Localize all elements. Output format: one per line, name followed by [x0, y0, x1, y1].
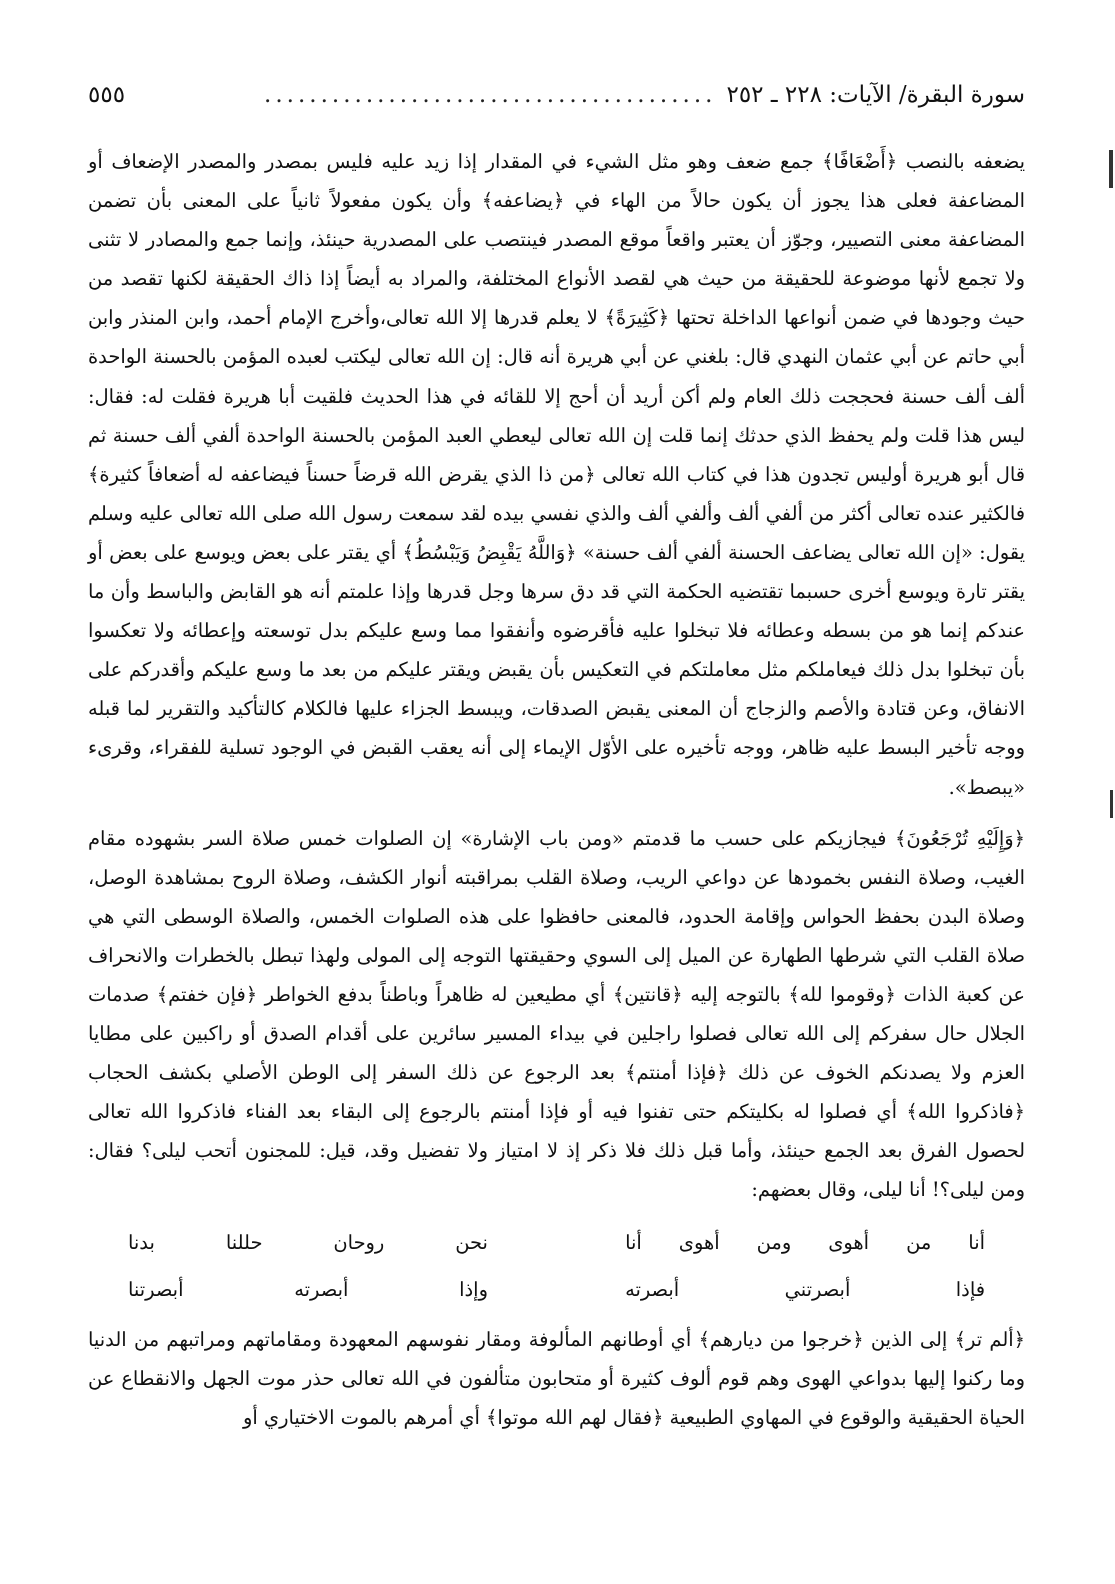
- leader-dots: ........................................: [264, 82, 717, 108]
- poem-verse: [128, 1220, 985, 1267]
- running-header: [88, 82, 1025, 126]
- scan-edge-mark: [1109, 150, 1113, 188]
- poem-verse: [128, 1267, 985, 1314]
- verse-first-hemistich: أنا من أهوى ومن أهوى أنا: [625, 1231, 985, 1255]
- paragraph: يضعفه بالنصب ﴿أَضْعَافًا﴾ جمع ضعف وهو مثل الشيء في المقدار إذا زيد عليه فليس بمصدر والمصدر الإضعاف أو المضاعفة فعلى هذا يجوز أن يكون حالاً من الهاء في ﴿يضاعفه﴾ وأن يكون مفعولاً ثانياً على المعنى بأن تضمن المضاعفة معنى التصيير، وجوّز أن يعتبر واقعاً موقع المصدر فينتصب على المصدرية حينئذ، وإنما جمع والمصادر لا تثنى ولا تجمع لأنها موضوعة للحقيقة من حيث هي لقصد الأنواع المختلفة، والمراد به أيضاً إذا ذاك الحقيقة لكنها تقصد من حيث وجودها في ضمن أنواعها الداخلة تحتها ﴿كَثِيرَةً﴾ لا يعلم قدرها إلا الله تعالى،وأخرج الإمام أحمد، وابن المنذر وابن أبي حاتم عن أبي عثمان النهدي قال: بلغني عن أبي هريرة أنه قال: إن الله تعالى ليكتب لعبده المؤمن بالحسنة الواحدة ألف ألف حسنة فحججت ذلك العام ولم أكن أريد أن أحج إلا للقائه في هذا الحديث فلقيت أبا هريرة فقلت له: فقال: ليس هذا قلت ولم يحفظ الذي حدثك إنما قلت إن الله تعالى ليعطي العبد المؤمن بالحسنة الواحدة ألفي ألف حسنة ثم قال أبو هريرة أوليس تجدون هذا في كتاب الله تعالى ﴿من ذا الذي يقرض الله قرضاً حسناً فيضاعفه له أضعافاً كثيرة﴾ فالكثير عنده تعالى أكثر من ألفي ألف وألفي ألف والذي نفسي بيده لقد سمعت رسول الله صلى الله تعالى عليه وسلم يقول: «إن الله تعالى يضاعف الحسنة ألفي ألف حسنة» ﴿وَاللَّهُ يَقْبِضُ وَيَبْسُطُ﴾ أي يقتر على بعض ويوسع على بعض أو يقتر تارة ويوسع أخرى حسبما تقتضيه الحكمة التي قد دق سرها وجل قدرها وإذا علمتم أنه هو القابض والباسط وأن ما عندكم إنما هو من بسطه وعطائه فلا تبخلوا عليه فأقرضوه وأنفقوا مما وسع عليكم بدل توسعته وإعطائه ولا تعكسوا بأن تبخلوا بدل ذلك فيعاملكم مثل معاملتكم في التعكيس بأن يقبض ويقتر عليكم من بعد ما وسع عليكم وأقدركم على الانفاق، وعن قتادة والأصم والزجاج أن المعنى يقبض الصدقات، ويبسط الجزاء عليها فالكلام كالتأكيد والتقرير لما قبله ووجه تأخير البسط عليه ظاهر، ووجه تأخيره على الأوّل الإيماء إلى أنه يعقب القبض في الوجود تسلية للفقراء، وقرىء «يبصط».: [88, 150, 1025, 799]
- commentary-body: [88, 142, 1025, 1437]
- surah-title: سورة البقرة/ الآيات: ٢٢٨ ـ ٢٥٢: [726, 82, 1025, 108]
- page-number: ٥٥٥: [88, 82, 126, 108]
- paragraph: ﴿ألم تر﴾ إلى الذين ﴿خرجوا من ديارهم﴾ أي أوطانهم المألوفة ومقار نفوسهم المعهودة ومقاماتهم ومراتبهم من الدنيا وما ركنوا إليها بدواعي الهوى وهم قوم ألوف كثيرة أو متحابون متألفون في الله تعالى حذر موت الجهل والانقطاع عن الحياة الحقيقية والوقوع في المهاوي الطبيعية ﴿فقال لهم الله موتوا﴾ أي أمرهم بالموت الاختياري أو: [88, 1327, 1025, 1429]
- poem-verses: [128, 1220, 985, 1314]
- scan-edge-mark: [1110, 790, 1113, 818]
- verse-second-hemistich: وإذا أبصرته أبصرتنا: [128, 1278, 488, 1302]
- verse-second-hemistich: نحن روحان حللنا بدنا: [128, 1231, 488, 1255]
- paragraph: ﴿وَإِلَيْهِ تُرْجَعُونَ﴾ فيجازيكم على حسب ما قدمتم «ومن باب الإشارة» إن الصلوات خمس صلاة السر بشهوده مقام الغيب، وصلاة النفس بخمودها عن دواعي الريب، وصلاة القلب بمراقبته أنوار الكشف، وصلاة الروح بمشاهدة الوصل، وصلاة البدن بحفظ الحواس وإقامة الحدود، فالمعنى حافظوا على هذه الصلوات الخمس، والصلاة الوسطى التي هي صلاة القلب التي شرطها الطهارة عن الميل إلى السوي وحقيقتها التوجه إلى المولى ولهذا تبطل بالخطرات والانحراف عن كعبة الذات ﴿وقوموا لله﴾ بالتوجه إليه ﴿قانتين﴾ أي مطيعين له ظاهراً وباطناً بدفع الخواطر ﴿فإن خفتم﴾ صدمات الجلال حال سفركم إلى الله تعالى فصلوا راجلين في بيداء المسير سائرين على أقدام الصدق أو راكبين على مطايا العزم ولا يصدنكم الخوف عن ذلك ﴿فإذا أمنتم﴾ بعد الرجوع عن ذلك السفر إلى الوطن الأصلي بكشف الحجاب ﴿فاذكروا الله﴾ أي فصلوا له بكليتكم حتى تفنوا فيه أو فإذا أمنتم بالرجوع إلى البقاء بعد الفناء فاذكروا الله تعالى لحصول الفرق بعد الجمع حينئذ، وأما قبل ذلك فلا ذكر إذ لا امتياز ولا تفضيل وقد، قيل: للمجنون أتحب ليلى؟ فقال: ومن ليلى؟! أنا ليلى، وقال بعضهم:: [88, 826, 1025, 1202]
- verse-first-hemistich: فإذا أبصرتني أبصرته: [625, 1278, 985, 1302]
